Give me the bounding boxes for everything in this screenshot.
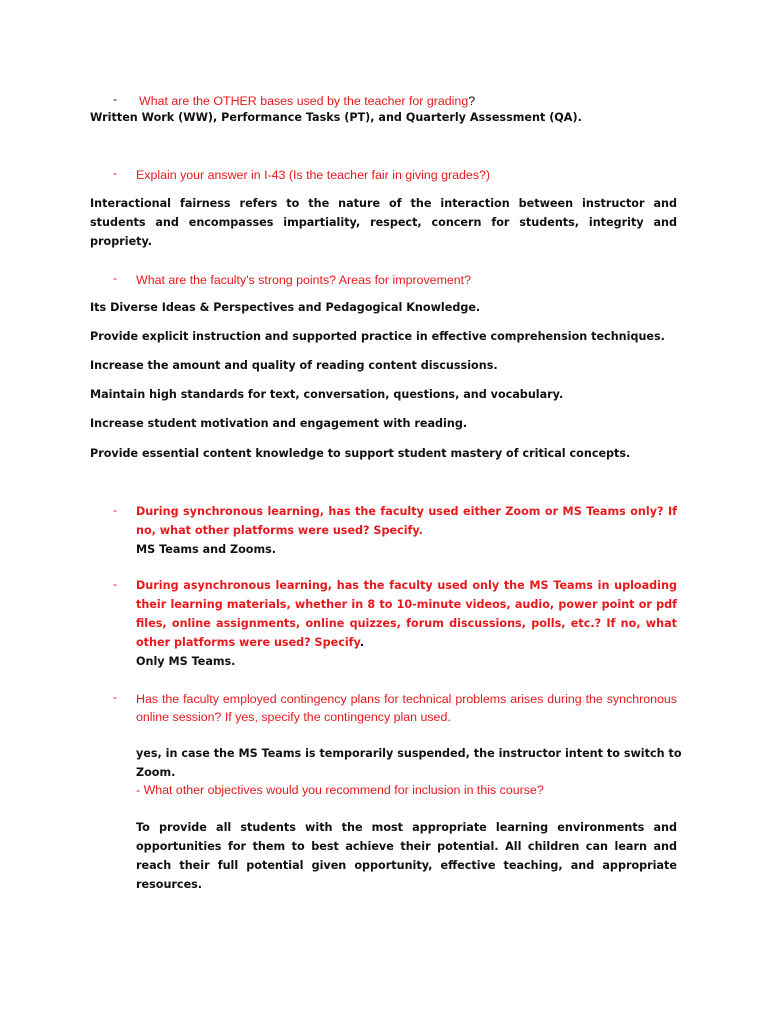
question-strong-points: What are the faculty's strong points? Areas for improvement? xyxy=(136,273,472,287)
question-synchronous-platforms: During synchronous learning, has the faculty used either Zoom or MS Teams only? If no, what other platforms were used? Specify. xyxy=(136,505,677,537)
question-other-objectives: - What other objectives would you recommend for inclusion in this course? xyxy=(136,783,544,797)
question-contingency-plans: Has the faculty employed contingency plans for technical problems arises during the synchronous online session? If yes, specify the contingency plan used. xyxy=(136,692,677,724)
question-asynchronous-platforms xyxy=(136,576,677,652)
answer-item: Its Diverse Ideas & Perspectives and Pedagogical Knowledge. xyxy=(90,301,481,314)
bullet-dash: - xyxy=(113,271,118,285)
bullet-dash: - xyxy=(113,503,118,517)
answer-synchronous-platforms: MS Teams and Zooms. xyxy=(136,543,277,556)
answer-fairness: Interactional fairness refers to the nature of the interaction between instructor and students and encompasses impartiality, respect, concern for students, integrity and propriety. xyxy=(90,197,677,248)
question-mark: ? xyxy=(468,94,476,108)
question-fairness: Explain your answer in I-43 (Is the teacher fair in giving grades?) xyxy=(136,168,490,182)
answer-grading-bases: Written Work (WW), Performance Tasks (PT), and Quarterly Assessment (QA). xyxy=(90,111,582,124)
question-text: What are the OTHER bases used by the teacher for grading xyxy=(139,94,469,108)
bullet-dash: - xyxy=(113,690,118,704)
bullet-dash: - xyxy=(113,92,118,106)
answer-item: Provide essential content knowledge to support student mastery of critical concepts. xyxy=(90,447,631,460)
question-text: During asynchronous learning, has the faculty used only the MS Teams in uploading their learning materials, whether in 8 to 10-minute videos, audio, power point or pdf files, online assignments, online quizzes, forum discussions, polls, etc.? If no, what other platforms were used? Specify xyxy=(136,579,677,649)
answer-asynchronous-platforms: Only MS Teams. xyxy=(136,655,236,668)
answer-other-objectives: To provide all students with the most appropriate learning environments and opportunities for them to best achieve their potential. All children can learn and reach their full potential given opportunity, effective teaching, and appropriate resources. xyxy=(136,821,677,891)
answer-item: Increase student motivation and engagement with reading. xyxy=(90,417,468,430)
answer-item: Provide explicit instruction and supported practice in effective comprehension techniques. xyxy=(90,330,665,343)
bullet-dash: - xyxy=(113,577,118,591)
question-period: . xyxy=(359,636,365,649)
answer-item: Maintain high standards for text, conversation, questions, and vocabulary. xyxy=(90,388,564,401)
bullet-dash: - xyxy=(113,166,118,180)
answer-contingency-plans: yes, in case the MS Teams is temporarily suspended, the instructor intent to switch to Zoom. xyxy=(136,747,682,779)
answer-item: Increase the amount and quality of reading content discussions. xyxy=(90,359,498,372)
